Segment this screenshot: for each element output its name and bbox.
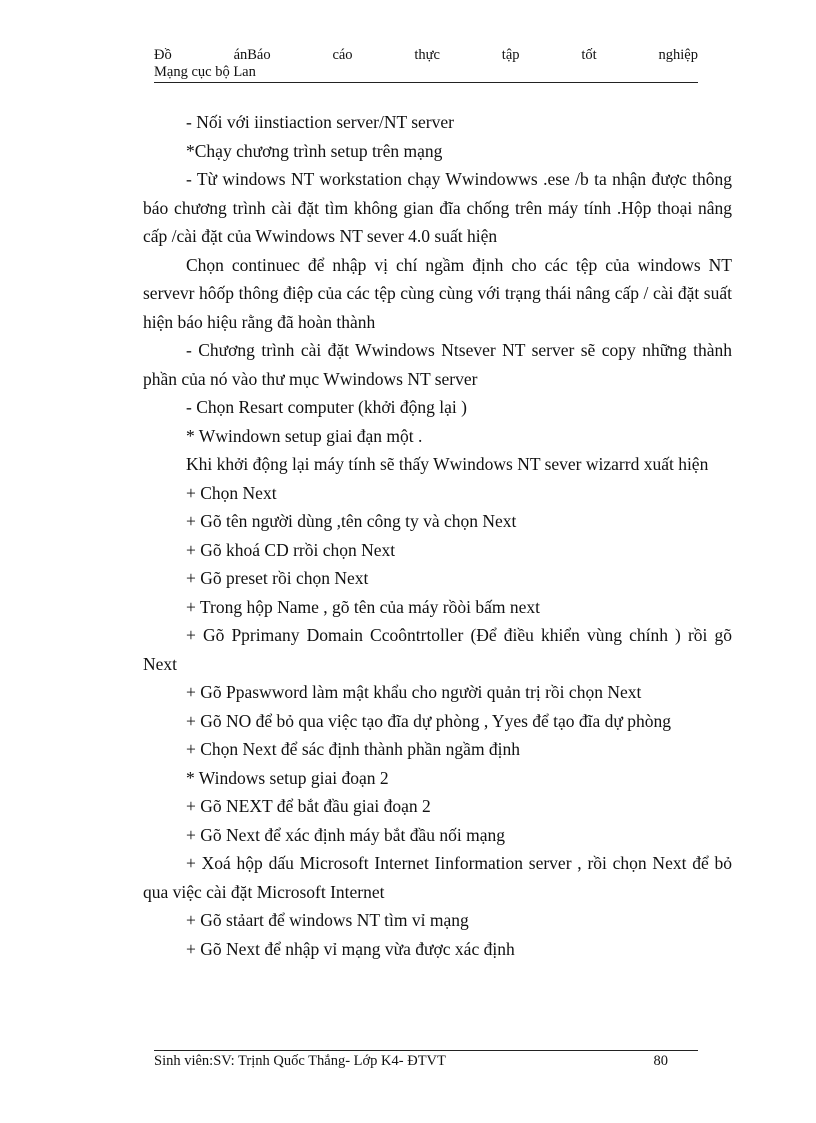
- paragraph: + Gõ NEXT để bắt đầu giai đoạn 2: [186, 796, 431, 816]
- paragraph: - Từ windows NT workstation chạy Wwindowws .ese /b ta nhận được thông báo chương trình cài đặt tìm không gian đĩa chống trên máy tính .Hộp thoại nâng cấp /cài đặt của Wwindows NT sever 4.0 suất hiện: [143, 169, 732, 246]
- paragraph: - Nối với iinstiaction server/NT server: [186, 112, 454, 132]
- paragraph: + Gõ Next để nhập vỉ mạng vừa được xác định: [186, 938, 515, 959]
- header-word: tập: [501, 47, 520, 63]
- paragraph: + Trong hộp Name , gõ tên của máy rồòi bấm next: [186, 596, 540, 617]
- header-word: thực: [414, 47, 440, 63]
- header-word: cáo: [332, 47, 353, 63]
- paragraph: - Chọn Resart computer (khởi động lại ): [186, 397, 467, 417]
- header-word: tốt: [581, 47, 597, 63]
- footer-student-info: Sinh viên:SV: Trịnh Quốc Thắng- Lớp K4- ĐTVT: [154, 1053, 446, 1069]
- document-body: [143, 108, 732, 963]
- header-subtitle: Mạng cục bộ Lan: [154, 64, 256, 80]
- header-word: nghiệp: [658, 47, 698, 63]
- paragraph: Khi khởi động lại máy tính sẽ thấy Wwindows NT sever wizarrd xuất hiện: [186, 454, 709, 474]
- paragraph: + Gõ Pprimany Domain Ccoôntrtoller (Để điều khiển vùng chính ) rồi gõ Next: [143, 625, 732, 674]
- paragraph: * Windows setup giai đoạn 2: [186, 767, 389, 788]
- header-word: Đồ: [154, 47, 172, 63]
- paragraph: + Gõ Next để xác định máy bắt đầu nối mạng: [186, 824, 505, 845]
- header-word: ánBáo: [233, 47, 271, 63]
- page-header: [154, 47, 698, 80]
- paragraph: + Gõ preset rồi chọn Next: [186, 568, 369, 588]
- page-number: 80: [653, 1053, 668, 1069]
- paragraph: + Chọn Next để sác định thành phần ngầm định: [186, 739, 521, 759]
- paragraph: + Gõ khoá CD rrồi chọn Next: [186, 539, 396, 560]
- header-title-row: [154, 47, 698, 64]
- footer-divider: [154, 1050, 698, 1051]
- paragraph: + Gõ Ppaswword làm mật khẩu cho người quản trị rồi chọn Next: [186, 682, 642, 702]
- paragraph: + Gõ NO để bỏ qua việc tạo đĩa dự phòng , Yyes để tạo đĩa dự phòng: [186, 710, 672, 731]
- page-footer: [154, 1053, 698, 1070]
- paragraph: + Xoá hộp dấu Microsoft Internet Iinformation server , rồi chọn Next để bỏ qua việc cài đặt Microsoft Internet: [143, 853, 732, 902]
- paragraph: *Chạy chương trình setup trên mạng: [186, 140, 443, 161]
- paragraph: * Wwindown setup giai đạn một .: [186, 425, 423, 446]
- header-divider: [154, 82, 698, 83]
- paragraph: + Chọn Next: [186, 482, 277, 503]
- paragraph: Chọn continuec để nhập vị chí ngầm định cho các tệp của windows NT servevr hôốp thông điệp của các tệp cùng cùng với trạng thái nâng cấp / cài đặt suất hiện báo hiệu rằng đã hoàn thành: [143, 254, 732, 332]
- paragraph: - Chương trình cài đặt Wwindows Ntsever NT server sẽ copy những thành phần của nó vào thư mục Wwindows NT server: [143, 340, 732, 389]
- paragraph: + Gõ stảart để windows NT tìm vỉ mạng: [186, 910, 469, 930]
- paragraph: + Gõ tên người dùng ,tên công ty và chọn Next: [186, 511, 517, 531]
